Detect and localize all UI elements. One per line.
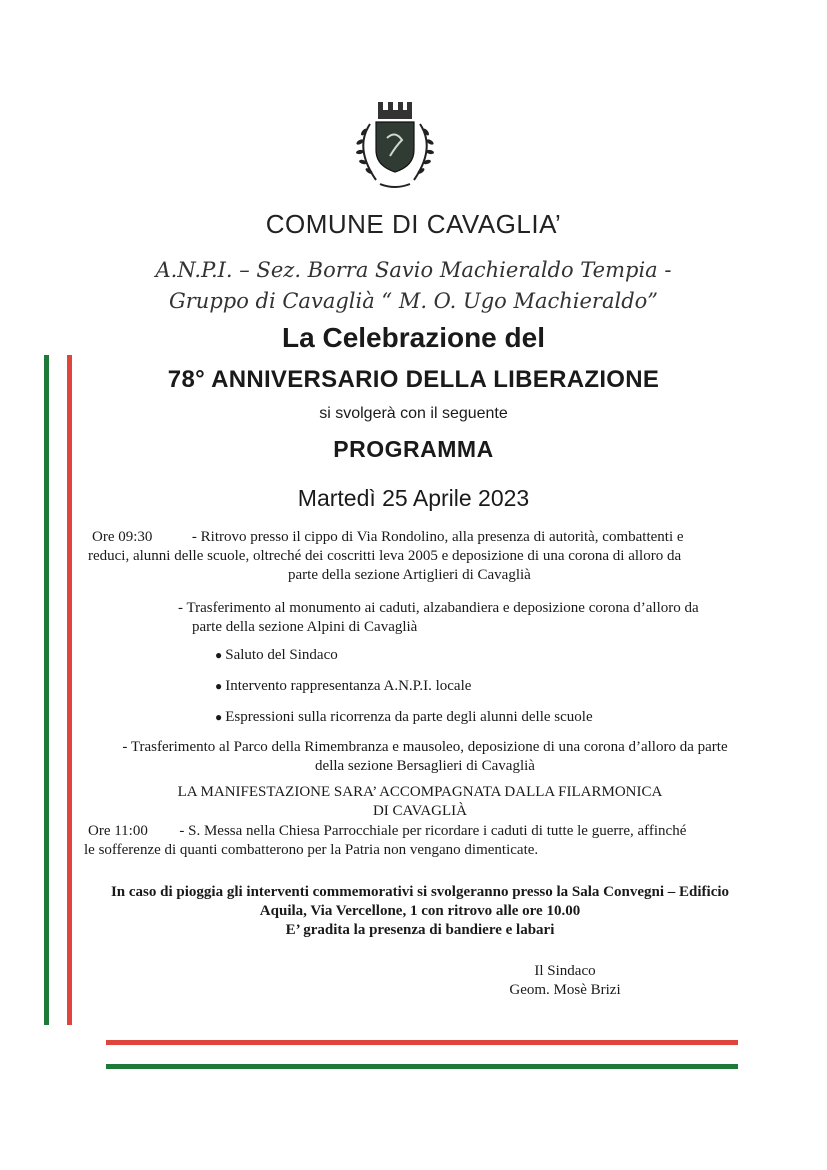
- program-item-2: [178, 599, 768, 637]
- anniversary-title: 78° ANNIVERSARIO DELLA LIBERAZIONE: [167, 366, 660, 393]
- program-item-4: [84, 822, 774, 860]
- red-horizontal-stripe: [106, 1040, 738, 1045]
- item4-text-a: - S. Messa nella Chiesa Parrocchiale per ricordare i caduti di tutte le guerre, affinché: [179, 823, 687, 839]
- anpi-group-line: Gruppo di Cavaglià “ M. O. Ugo Machieraldo”: [168, 289, 659, 313]
- item1-text-c: parte della sezione Artiglieri di Cavaglià: [288, 567, 531, 583]
- event-date: Martedì 25 Aprile 2023: [297, 485, 530, 511]
- item2-text-b: parte della sezione Alpini di Cavaglià: [192, 619, 418, 635]
- intro-text: si svolgerà con il seguente: [319, 405, 508, 422]
- list-item: ● Intervento rappresentanza A.N.P.I. locale: [215, 678, 472, 694]
- programma-heading: PROGRAMMA: [333, 436, 494, 462]
- list-item: ● Saluto del Sindaco: [215, 647, 338, 663]
- item1-text-a: - Ritrovo presso il cippo di Via Rondolino, alla presenza di autorità, combattenti e: [191, 529, 684, 545]
- notice-line-3: E’ gradita la presenza di bandiere e labari: [285, 922, 555, 938]
- rain-notice: [80, 883, 760, 940]
- signature-block: [485, 962, 645, 1000]
- notice-line-1: In caso di pioggia gli interventi commemorativi si svolgeranno presso la Sala Convegni – Edificio: [110, 884, 730, 900]
- list-item: ● Espressioni sulla ricorrenza da parte degli alunni delle scuole: [215, 709, 593, 725]
- band-text-b: DI CAVAGLIÀ: [372, 803, 468, 819]
- item1-text-b: reduci, alunni delle scuole, oltreché dei coscritti leva 2005 e deposizione di una corona di alloro da: [88, 548, 682, 564]
- comune-title: COMUNE DI CAVAGLIA’: [265, 209, 562, 239]
- item4-time: Ore 11:00: [88, 823, 148, 839]
- item4-text-b: le sofferenze di quanti combatterono per la Patria non vengano dimenticate.: [84, 842, 539, 858]
- celebration-title: La Celebrazione del: [282, 322, 545, 353]
- program-item-3: [85, 738, 765, 776]
- item2-text-a: - Trasferimento al monumento ai caduti, alzabandiera e deposizione corona d’alloro da: [178, 600, 699, 616]
- item3-text-b: della sezione Bersaglieri di Cavaglià: [315, 758, 535, 774]
- item3-text-a: - Trasferimento al Parco della Rimembranza e mausoleo, deposizione di una corona d’alloro da parte: [122, 739, 728, 755]
- anpi-section-line: A.N.P.I. – Sez. Borra Savio Machieraldo Tempia -: [155, 258, 672, 282]
- item1-time: Ore 09:30: [92, 529, 153, 545]
- band-text-a: LA MANIFESTAZIONE SARA’ ACCOMPAGNATA DALLA FILARMONICA: [177, 784, 663, 800]
- coat-of-arms-icon: [340, 100, 450, 192]
- notice-line-2: Aquila, Via Vercellone, 1 con ritrovo alle ore 10.00: [259, 903, 581, 919]
- green-horizontal-stripe: [106, 1064, 738, 1069]
- program-item-1: [88, 528, 768, 585]
- band-note: [100, 783, 740, 821]
- signature-name: Geom. Mosè Brizi: [509, 982, 621, 998]
- signature-role: Il Sindaco: [534, 963, 596, 979]
